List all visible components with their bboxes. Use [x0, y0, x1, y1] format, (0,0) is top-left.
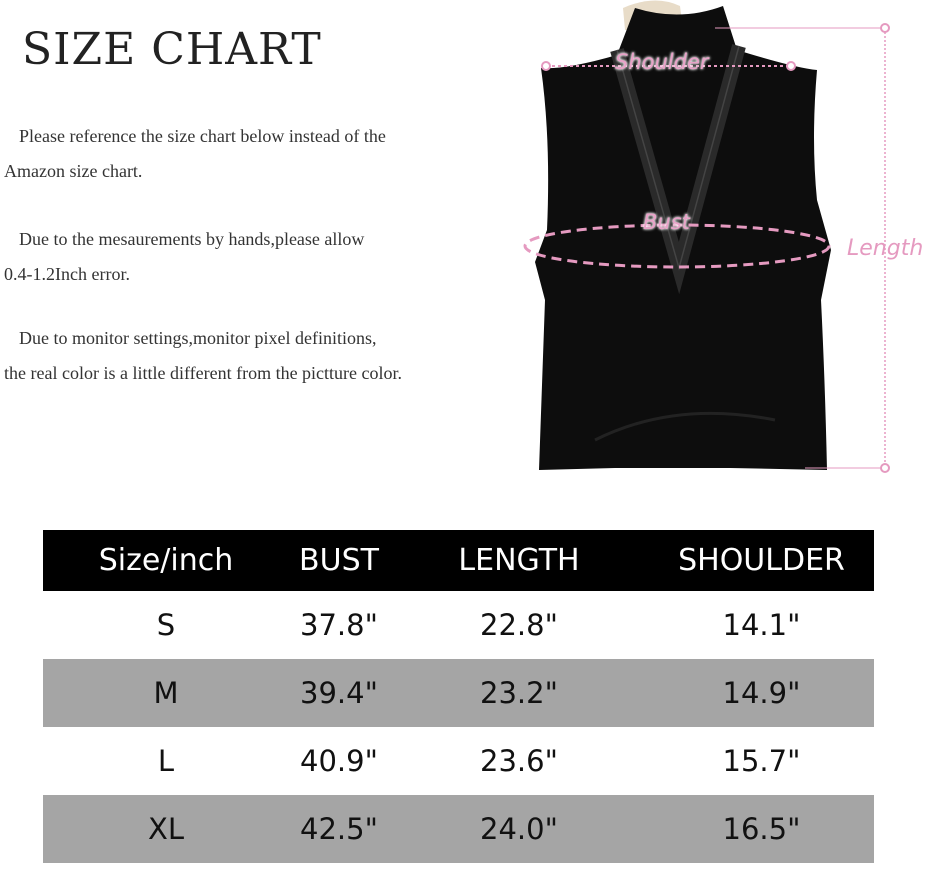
bust-cell: 37.8" — [289, 591, 389, 659]
length-cell: 23.6" — [389, 727, 649, 795]
size-cell: L — [43, 727, 289, 795]
size-cell: XL — [43, 795, 289, 863]
length-cell: 22.8" — [389, 591, 649, 659]
shoulder-left-dot — [542, 62, 550, 70]
table-row — [43, 795, 874, 863]
note-error — [4, 222, 504, 292]
column-header: SHOULDER — [649, 530, 874, 591]
size-cell: M — [43, 659, 289, 727]
shoulder-cell: 14.1" — [649, 591, 874, 659]
shoulder-cell: 16.5" — [649, 795, 874, 863]
size-table — [43, 530, 874, 863]
note-line: Due to the mesaurements by hands,please allow — [19, 229, 365, 249]
page-title: SIZE CHART — [22, 24, 322, 75]
note-line: 0.4-1.2Inch error. — [4, 264, 130, 284]
note-line: Amazon size chart. — [4, 161, 143, 181]
note-reference — [4, 119, 504, 189]
size-cell: S — [43, 591, 289, 659]
shoulder-right-dot — [787, 62, 795, 70]
length-bottom-dot — [881, 464, 889, 472]
shoulder-cell: 15.7" — [649, 727, 874, 795]
table-row — [43, 659, 874, 727]
bust-cell: 40.9" — [289, 727, 389, 795]
bust-cell: 42.5" — [289, 795, 389, 863]
note-color — [4, 321, 504, 391]
note-line: Due to monitor settings,monitor pixel definitions, — [19, 328, 377, 348]
shoulder-cell: 14.9" — [649, 659, 874, 727]
note-line: Please reference the size chart below instead of the — [19, 126, 386, 146]
note-line: the real color is a little different from the pictture color. — [4, 363, 403, 383]
table-row — [43, 591, 874, 659]
length-cell: 24.0" — [389, 795, 649, 863]
column-header: LENGTH — [389, 530, 649, 591]
table-row — [43, 727, 874, 795]
length-label: Length — [847, 236, 924, 261]
column-header: BUST — [289, 530, 389, 591]
length-top-dot — [881, 24, 889, 32]
column-header: Size/inch — [43, 530, 289, 591]
bust-label: Bust — [643, 210, 690, 234]
vest-measurement-figure — [505, 0, 932, 490]
table-header-row — [43, 530, 874, 591]
length-cell: 23.2" — [389, 659, 649, 727]
bust-cell: 39.4" — [289, 659, 389, 727]
shoulder-label: Shoulder — [615, 50, 709, 74]
